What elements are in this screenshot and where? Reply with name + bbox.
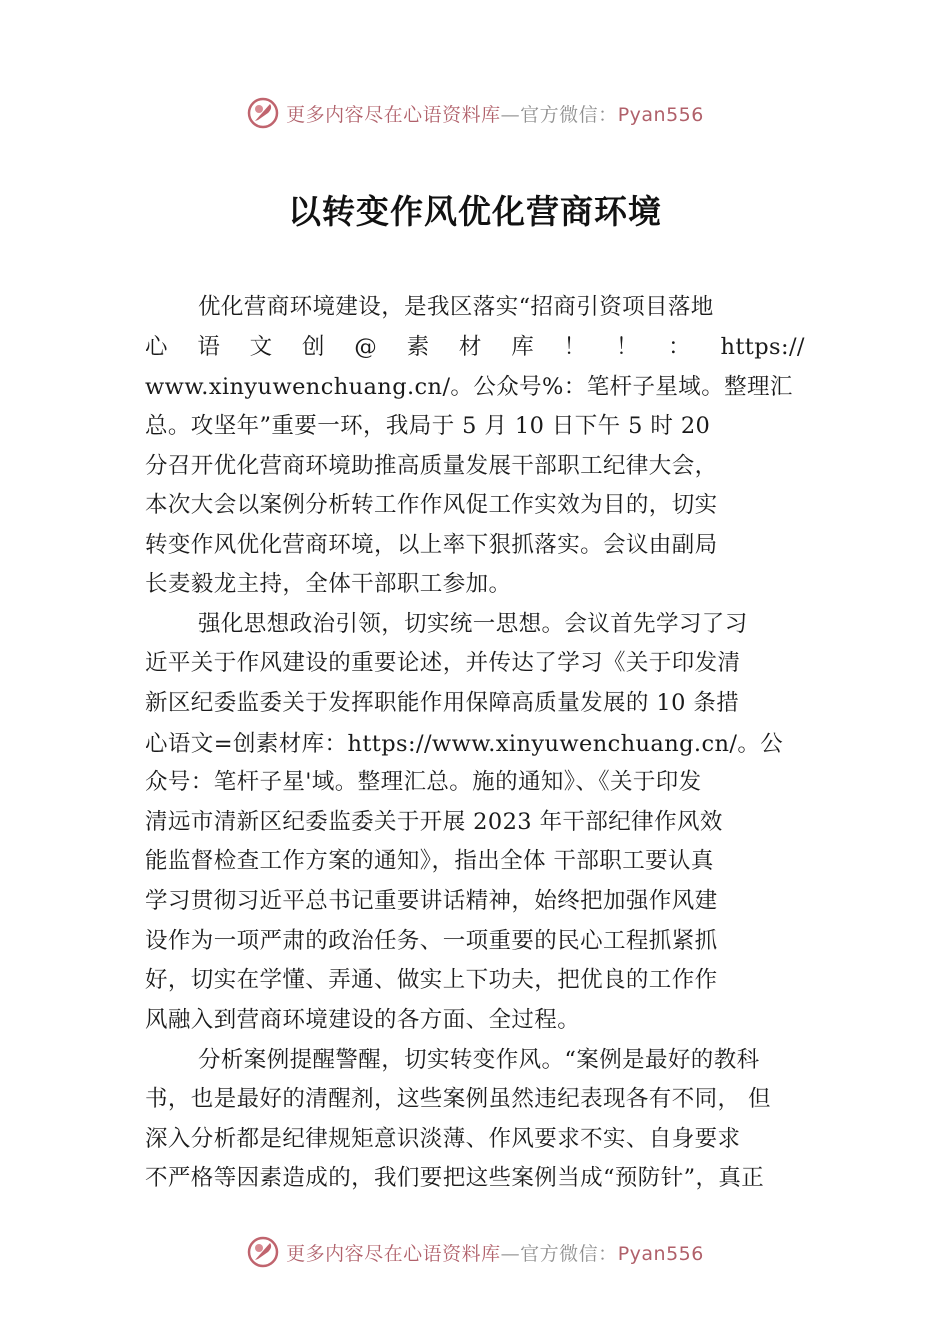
- justified-char: 材: [458, 334, 482, 360]
- watermark-text: 更多内容尽在心语资料库—官方微信：Pyan556: [286, 1242, 704, 1265]
- body-line-justified: [145, 332, 805, 362]
- body-line: 优化营商环境建设，是我区落实“招商引资项目落地: [198, 294, 714, 320]
- header-watermark-banner: [0, 93, 950, 133]
- body-line: 众号：笔杆子星'域。整理汇总。施的通知》、《关于印发: [145, 769, 702, 795]
- justified-char: 库: [511, 334, 535, 360]
- body-line: www.xinyuwenchuang.cn/。公众号%：笔杆子星域。整理汇: [145, 374, 793, 400]
- body-line: 强化思想政治引领，切实统一思想。会议首先学习了习: [198, 611, 748, 637]
- body-line: 设作为一项严肃的政治任务、一项重要的民心工程抓紧抓: [145, 928, 718, 954]
- body-line: 长麦毅龙主持，全体干部职工参加。: [145, 571, 512, 597]
- justified-char: ！: [615, 334, 639, 360]
- document-title: 以转变作风优化营商环境: [288, 192, 662, 231]
- justified-char: 素: [406, 334, 430, 360]
- body-line: 学习贯彻习近平总书记重要讲话精神，始终把加强作风建: [145, 888, 718, 914]
- justified-char: ！: [563, 334, 587, 360]
- body-line: 新区纪委监委关于发挥职能作用保障高质量发展的 10 条措: [145, 690, 740, 716]
- body-line: 风融入到营商环境建设的各方面、全过程。: [145, 1007, 581, 1033]
- justified-char: ：: [668, 334, 692, 360]
- body-line: 能监督检查工作方案的通知》，指出全体 干部职工要认真: [145, 848, 714, 874]
- body-line: 分析案例提醒警醒，切实转变作风。“案例是最好的教科: [198, 1047, 760, 1073]
- justified-char: 语: [197, 334, 221, 360]
- body-line: 清远市清新区纪委监委关于开展 2023 年干部纪律作风效: [145, 809, 723, 835]
- justified-char: @: [354, 334, 378, 360]
- justified-char: 创: [301, 334, 325, 360]
- footer-watermark-banner: [0, 1232, 950, 1272]
- watermark-text: 更多内容尽在心语资料库—官方微信：Pyan556: [286, 103, 704, 126]
- body-line: 本次大会以案例分析转工作作风促工作实效为目的，切实: [145, 492, 718, 518]
- body-line: 心语文=创素材库：https://www.xinyuwenchuang.cn/。公: [145, 731, 784, 757]
- quill-logo-icon: [246, 96, 280, 130]
- body-line: 近平关于作风建设的重要论述，并传达了学习《关于印发清: [145, 650, 741, 676]
- quill-logo-icon: [246, 1235, 280, 1269]
- justified-char: 心: [145, 334, 168, 360]
- body-line: 书，也是最好的清醒剂，这些案例虽然违纪表现各有不同， 但: [145, 1086, 771, 1112]
- body-line: 总。攻坚年”重要一环，我局于 5 月 10 日下午 5 时 20: [145, 413, 711, 439]
- body-line: 不严格等因素造成的，我们要把这些案例当成“预防针”，真正: [145, 1165, 765, 1191]
- justified-char: https://: [720, 334, 805, 360]
- body-line: 深入分析都是纪律规矩意识淡薄、作风要求不实、自身要求: [145, 1126, 741, 1152]
- body-line: 分召开优化营商环境助推高质量发展干部职工纪律大会，: [145, 453, 718, 479]
- body-line: 好，切实在学懂、弄通、做实上下功夫，把优良的工作作: [145, 967, 718, 993]
- justified-char: 文: [249, 334, 273, 360]
- body-line: 转变作风优化营商环境，以上率下狠抓落实。会议由副局: [145, 532, 718, 558]
